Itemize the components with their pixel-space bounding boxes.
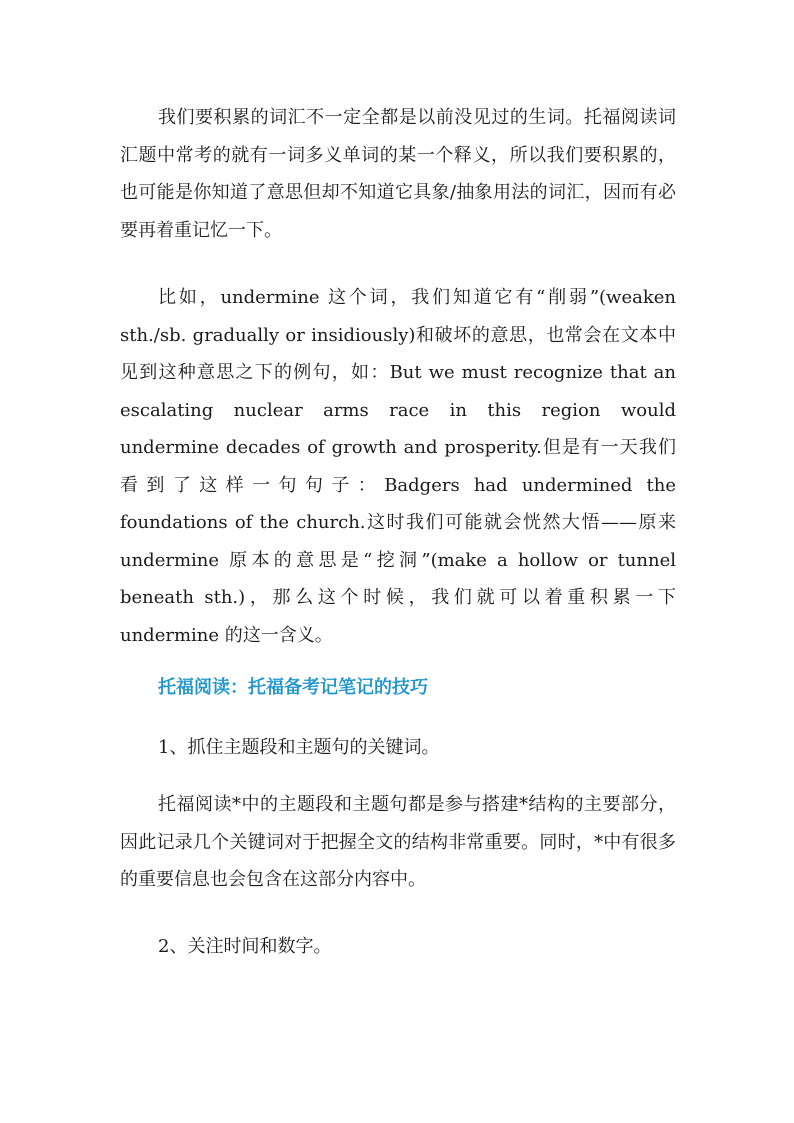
paragraph-vocabulary-accumulation: 我们要积累的词汇不一定全都是以前没见过的生词。托福阅读词汇题中常考的就有一词多义单词的某一个释义，所以我们要积累的，也可能是你知道了意思但却不知道它具象/抽象用法的词汇，因而有必要再着重记忆一下。 [120,107,676,241]
paragraph-undermine-example: 比如，undermine 这个词，我们知道它有“削弱”(weaken sth./sb. gradually or insidiously)和破坏的意思，也常会在文本中见到这种意思之下的例句，如：But we must recognize that an escalating nuclear arms race in this region would undermine decades of growth and prosperity.但是有一天我们看到了这样一句句子：Badgers had undermined the foundations of the church.这时我们可能就会恍然大悟——原来 undermine 原本的意思是“挖洞”(make a hollow or tunnel beneath sth.)，那么这个时候，我们就可以着重积累一下 undermine 的这一含义。 [120,287,676,646]
list-item-keywords: 1、抓住主题段和主题句的关键词。 [158,737,440,758]
list-item-time-numbers: 2、关注时间和数字。 [158,936,332,957]
section-heading: 托福阅读：托福备考记笔记的技巧 [158,677,428,698]
paragraph-topic-sentences: 托福阅读*中的主题段和主题句都是参与搭建*结构的主要部分，因此记录几个关键词对于把握全文的结构非常重要。同时，*中有很多的重要信息也会包含在这部分内容中。 [120,794,676,890]
